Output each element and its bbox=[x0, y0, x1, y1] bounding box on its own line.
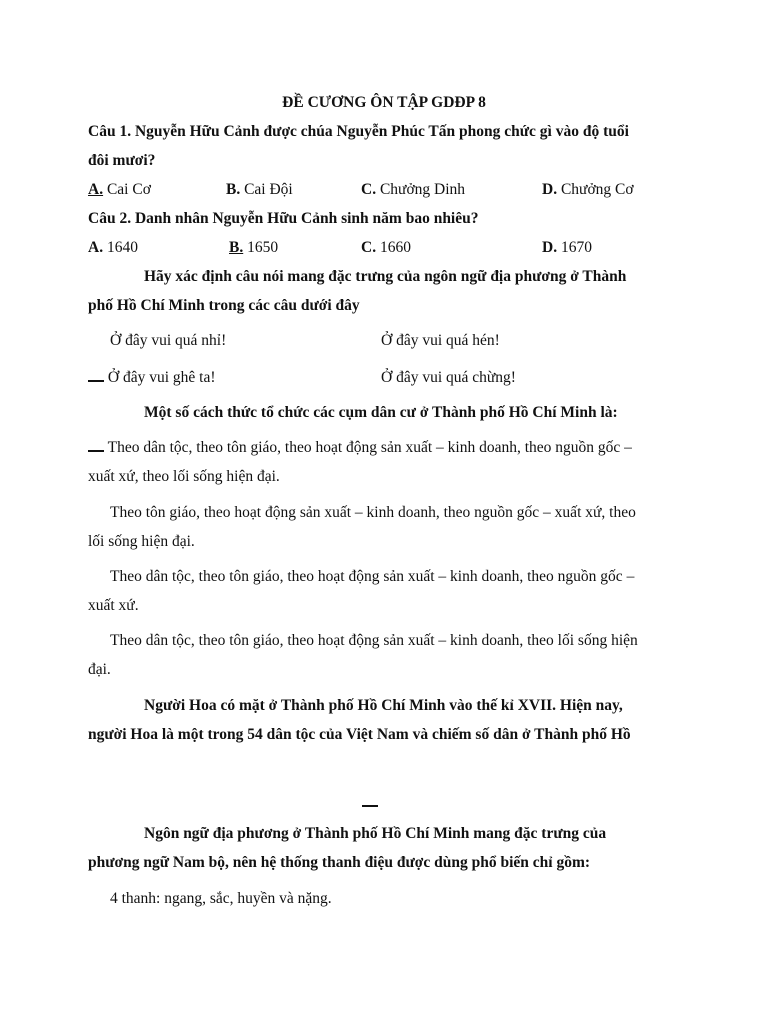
q1-option-a-text: Cai Cơ bbox=[103, 181, 151, 198]
q4-option-1-text: Theo dân tộc, theo tôn giáo, theo hoạt động sản xuất – kinh doanh, theo nguồn gốc – bbox=[104, 439, 632, 456]
q4-option-4: Theo dân tộc, theo tôn giáo, theo hoạt động sản xuất – kinh doanh, theo lối sống hiện bbox=[110, 632, 638, 649]
question-4-text: Một số cách thức tổ chức các cụm dân cư ở Thành phố Hồ Chí Minh là: bbox=[144, 404, 618, 421]
q1-option-d-text: Chưởng Cơ bbox=[557, 181, 634, 198]
q4-option-2: Theo tôn giáo, theo hoạt động sản xuất – kinh doanh, theo nguồn gốc – xuất xứ, theo bbox=[110, 504, 636, 521]
q1-option-c-letter: C. bbox=[361, 181, 377, 198]
q2-option-a bbox=[88, 238, 138, 258]
q2-option-d bbox=[542, 238, 592, 258]
q1-option-c-text: Chưởng Dinh bbox=[376, 181, 466, 198]
q4-option-1 bbox=[88, 438, 632, 458]
q1-option-a bbox=[88, 180, 151, 200]
q2-option-a-text: 1640 bbox=[103, 239, 138, 256]
answer-mark bbox=[88, 380, 104, 382]
answer-blank-line bbox=[362, 805, 378, 807]
q2-option-b-text: 1650 bbox=[243, 239, 279, 256]
question-1-text-cont: đôi mươi? bbox=[88, 152, 156, 169]
q2-option-c bbox=[361, 238, 411, 258]
document-title: ĐỀ CƯƠNG ÔN TẬP GDĐP 8 bbox=[282, 94, 486, 111]
q2-option-c-letter: C. bbox=[361, 239, 377, 256]
q1-option-b-text: Cai Đội bbox=[240, 181, 293, 198]
question-5-text-cont: người Hoa là một trong 54 dân tộc của Việt Nam và chiếm số dân ở Thành phố Hồ bbox=[88, 726, 631, 743]
q1-option-d-letter: D. bbox=[542, 181, 558, 198]
q1-option-b bbox=[226, 180, 293, 200]
q1-option-c bbox=[361, 180, 465, 200]
question-6-text-cont: phương ngữ Nam bộ, nên hệ thống thanh điệu được dùng phổ biến chỉ gồm: bbox=[88, 854, 591, 871]
q4-option-3: Theo dân tộc, theo tôn giáo, theo hoạt động sản xuất – kinh doanh, theo nguồn gốc – bbox=[110, 568, 635, 585]
q4-option-1-cont: xuất xứ, theo lối sống hiện đại. bbox=[88, 468, 280, 485]
q4-option-3-cont: xuất xứ. bbox=[88, 597, 139, 614]
q2-option-c-text: 1660 bbox=[376, 239, 411, 256]
answer-mark bbox=[88, 450, 104, 452]
q4-option-4-cont: đại. bbox=[88, 661, 111, 678]
question-1-text: Câu 1. Nguyễn Hữu Cảnh được chúa Nguyễn Phúc Tấn phong chức gì vào độ tuổi bbox=[88, 123, 629, 140]
question-3-text-cont: phố Hồ Chí Minh trong các câu dưới đây bbox=[88, 297, 360, 314]
q2-option-b bbox=[229, 238, 278, 258]
question-3-text: Hãy xác định câu nói mang đặc trưng của ngôn ngữ địa phương ở Thành bbox=[144, 268, 627, 285]
question-6-text: Ngôn ngữ địa phương ở Thành phố Hồ Chí Minh mang đặc trưng của bbox=[144, 825, 607, 842]
q3-option-1: Ở đây vui quá nhỉ! bbox=[110, 332, 227, 349]
q1-option-d bbox=[542, 180, 634, 200]
q2-option-d-letter: D. bbox=[542, 239, 558, 256]
q2-option-d-text: 1670 bbox=[557, 239, 592, 256]
question-5-text: Người Hoa có mặt ở Thành phố Hồ Chí Minh vào thế kỉ XVII. Hiện nay, bbox=[144, 697, 623, 714]
q2-option-b-letter: B. bbox=[229, 239, 244, 256]
question-2-text: Câu 2. Danh nhân Nguyễn Hữu Cảnh sinh năm bao nhiêu? bbox=[88, 210, 479, 227]
q6-option-1: 4 thanh: ngang, sắc, huyền và nặng. bbox=[110, 890, 332, 907]
q3-option-3-text: Ở đây vui ghê ta! bbox=[107, 369, 216, 386]
q3-option-3 bbox=[88, 368, 215, 388]
q1-option-a-letter: A. bbox=[88, 181, 104, 198]
q4-option-2-cont: lối sống hiện đại. bbox=[88, 533, 195, 550]
q3-option-4: Ở đây vui quá chừng! bbox=[381, 369, 516, 386]
q2-option-a-letter: A. bbox=[88, 239, 104, 256]
q3-option-2: Ở đây vui quá hén! bbox=[381, 332, 500, 349]
q1-option-b-letter: B. bbox=[226, 181, 241, 198]
